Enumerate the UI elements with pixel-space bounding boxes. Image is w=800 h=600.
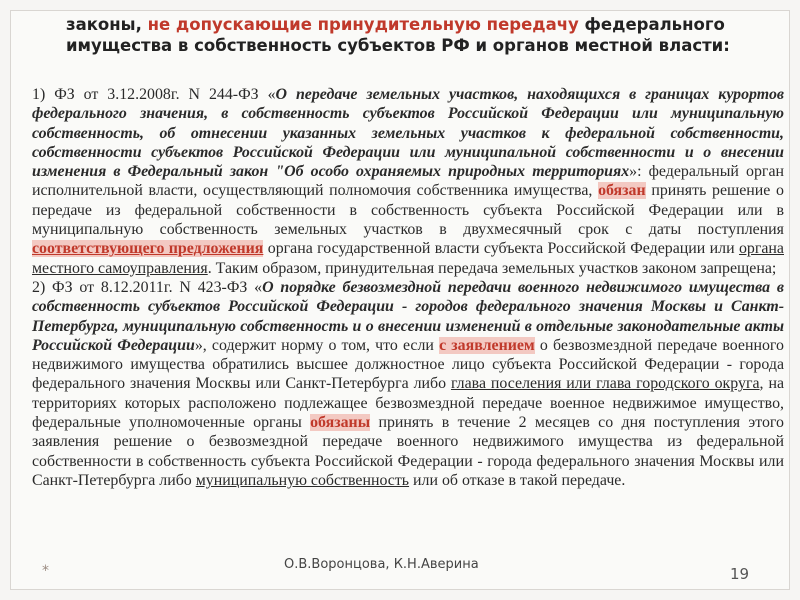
item1-text-2: принять решение о передаче из федеральной собственности в собственность субъекта Российской Федерации или в муниципальную собственность земельных участков в двухмесячный срок с даты поступления bbox=[32, 182, 784, 239]
item2-underlined-2: муниципальную собственность bbox=[195, 471, 410, 489]
slide-body bbox=[32, 85, 784, 490]
item1-obyazan: обязан bbox=[598, 182, 646, 200]
item2-text-4: принять в течение 2 месяцев со дня поступления этого заявления решение о безвозмездной передаче военного недвижимого имущества из федеральной собственности в собственность субъекта Российской Федерации - города федерального значения Москвы или Санкт-Петербурга либо bbox=[32, 414, 784, 489]
title-red-phrase: не допускающие принудительную передачу bbox=[147, 15, 579, 34]
title-part-3: федерального имущества в собственность субъектов РФ и органов местной власти: bbox=[66, 15, 730, 55]
item2-text-1: », содержит норму о том, что если bbox=[194, 336, 440, 354]
law-item-2 bbox=[32, 278, 784, 490]
item2-text-2: о безвозмездной передаче военного недвижимого имущества обратились высшее должностное лицо субъекта Российской Федерации - города федерального значения Москвы или Санкт-Петербурга либо bbox=[32, 336, 784, 393]
slide-title bbox=[66, 14, 756, 56]
page-number: 19 bbox=[730, 565, 750, 583]
item2-obyazany: обязаны bbox=[310, 414, 371, 432]
item1-law-title: О передаче земельных участков, находящихся в границах курортов федерального значения, в собственность субъектов Российской Федерации или муниципальную собственность, об отнесении указанных земельных участков к федеральной собственности, собственности субъектов Российской Федерации или муниципальной собственности и о внесении изменения в Федеральный закон "Об особо охраняемых природных территориях bbox=[32, 86, 784, 181]
law-item-1 bbox=[32, 85, 784, 278]
item2-text-3: , на территориях которых расположено подлежащее безвозмездной передаче военное недвижимое имущество, федеральные уполномоченные органы bbox=[32, 375, 785, 432]
item2-prefix: 2) ФЗ от 8.12.2011г. N 423-ФЗ « bbox=[32, 278, 263, 296]
item1-highlight: соответствующего предложения bbox=[32, 240, 264, 258]
footer-authors: О.В.Воронцова, К.Н.Аверина bbox=[284, 557, 479, 572]
item2-text-5: или об отказе в такой передаче. bbox=[409, 471, 626, 489]
item1-text-4: . Таким образом, принудительная передача земельных участков законом запрещена; bbox=[207, 259, 777, 277]
item2-law-title: О порядке безвозмездной передачи военного недвижимого имущества в собственность субъектов Российской Федерации - городов федерального значения Москвы и Санкт-Петербурга, муниципальную собственность и о внесении изменений в отдельные законодательные акты Российской Федерации bbox=[32, 278, 784, 354]
item1-text-3: органа государственной власти субъекта Российской Федерации или bbox=[263, 240, 739, 258]
item2-underlined-1: глава поселения или глава городского округа bbox=[450, 375, 760, 393]
title-part-1: законы, bbox=[66, 15, 148, 34]
item2-red-phrase: с заявлением bbox=[439, 336, 535, 354]
item1-underlined: органа местного самоуправления bbox=[32, 240, 784, 277]
item1-text-1: »: федеральный орган исполнительной власти, осуществляющий полномочия собственника имущества, bbox=[32, 163, 784, 200]
item1-prefix: 1) ФЗ от 3.12.2008г. N 244-ФЗ « bbox=[32, 86, 276, 103]
footer-star: * bbox=[42, 563, 49, 579]
